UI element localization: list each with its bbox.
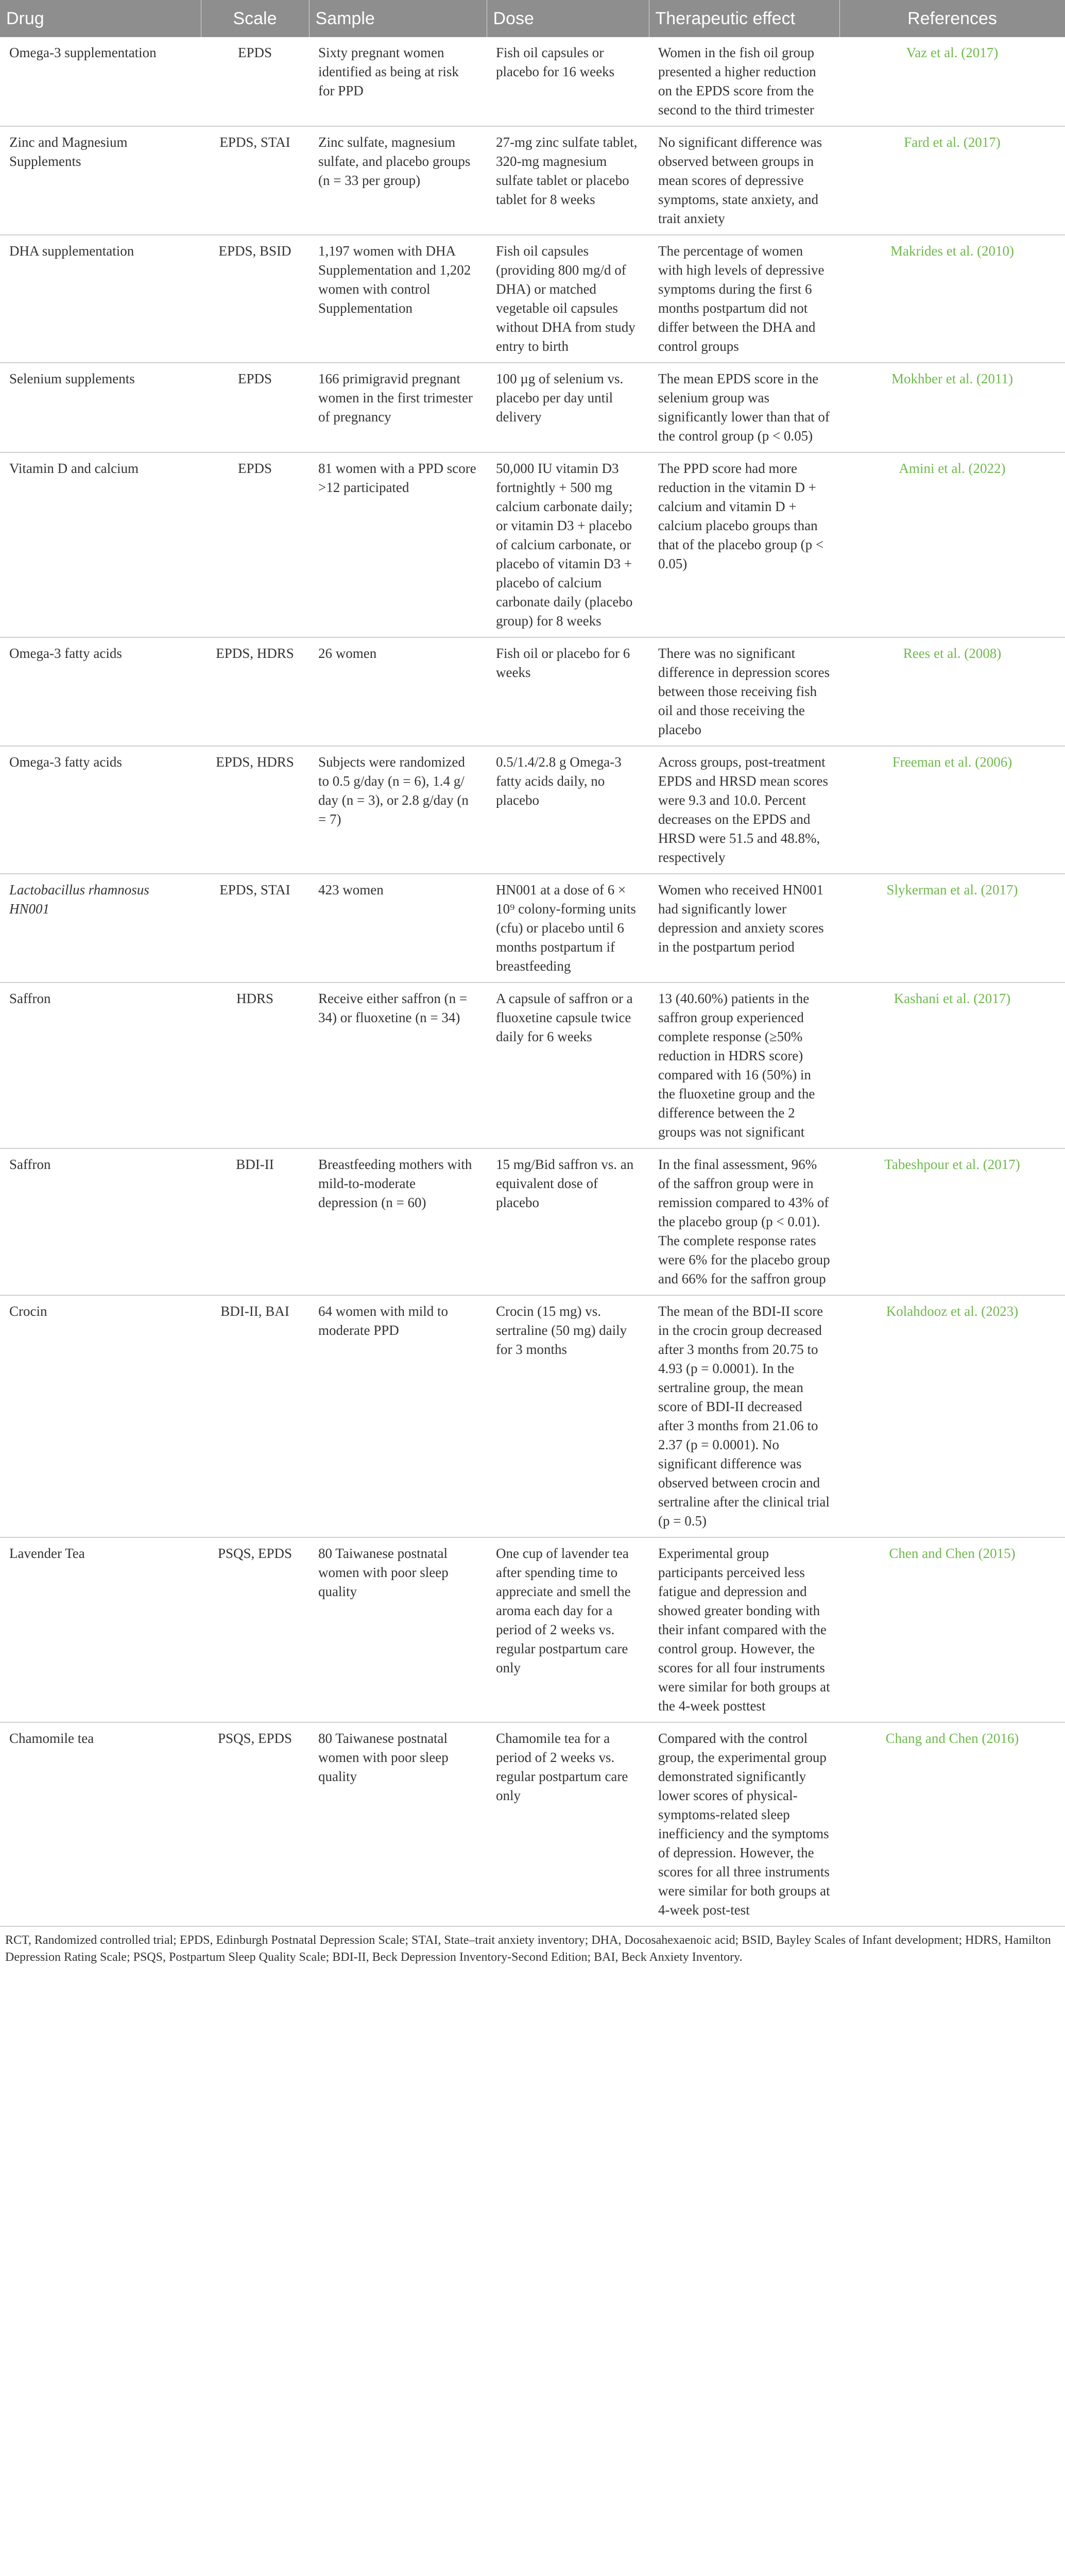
cell-dose: Crocin (15 mg) vs. sertraline (50 mg) daily for 3 months xyxy=(487,1295,649,1537)
cell-effect: The percentage of women with high levels of depressive symptoms during the first 6 months postpartum did not differ between the DHA and control groups xyxy=(649,235,839,363)
cell-drug: Saffron xyxy=(0,982,201,1148)
cell-effect: There was no significant difference in depression scores between those receiving fish oil and those receiving the placebo xyxy=(649,637,839,746)
cell-effect: The PPD score had more reduction in the vitamin D + calcium and vitamin D + calcium placebo groups than that of the placebo group (p < 0.05) xyxy=(649,452,839,637)
cell-effect: Across groups, post-treatment EPDS and HRSD mean scores were 9.3 and 10.0. Percent decreases on the EPDS and HRSD were 51.5 and 48.8%, respectively xyxy=(649,746,839,874)
cell-drug: Zinc and Magnesium Supplements xyxy=(0,126,201,235)
cell-drug: Omega-3 supplementation xyxy=(0,37,201,126)
reference-link[interactable]: Amini et al. (2022) xyxy=(839,452,1065,637)
cell-scale: EPDS xyxy=(201,37,309,126)
reference-link[interactable]: Vaz et al. (2017) xyxy=(839,37,1065,126)
cell-dose: 50,000 IU vitamin D3 fortnightly + 500 mg calcium carbonate daily; or vitamin D3 + placebo of calcium carbonate, or placebo of vitamin D3 + placebo of calcium carbonate daily (placebo group) for 8 weeks xyxy=(487,452,649,637)
table-header xyxy=(0,0,1065,37)
cell-scale: BDI-II, BAI xyxy=(201,1295,309,1537)
cell-dose: Fish oil or placebo for 6 weeks xyxy=(487,637,649,746)
cell-dose: Chamomile tea for a period of 2 weeks vs. regular postpartum care only xyxy=(487,1722,649,1926)
cell-effect: Experimental group participants perceived less fatigue and depression and showed greater bonding with their infant compared with the control group. However, the scores for all four instruments were similar for both groups at the 4-week posttest xyxy=(649,1537,839,1722)
cell-sample: 81 women with a PPD score >12 participated xyxy=(309,452,487,637)
cell-drug: Omega-3 fatty acids xyxy=(0,637,201,746)
cell-dose: 27-mg zinc sulfate tablet, 320-mg magnesium sulfate tablet or placebo tablet for 8 weeks xyxy=(487,126,649,235)
cell-sample: 423 women xyxy=(309,874,487,982)
cell-sample: Receive either saffron (n = 34) or fluoxetine (n = 34) xyxy=(309,982,487,1148)
table-row xyxy=(0,1537,1065,1722)
reference-link[interactable]: Kashani et al. (2017) xyxy=(839,982,1065,1148)
cell-drug: Selenium supplements xyxy=(0,363,201,452)
table-row xyxy=(0,746,1065,874)
cell-sample: Breastfeeding mothers with mild-to-moderate depression (n = 60) xyxy=(309,1148,487,1295)
cell-effect: 13 (40.60%) patients in the saffron group experienced complete response (≥50% reduction in HDRS score) compared with 16 (50%) in the fluoxetine group and the difference between the 2 groups was not significant xyxy=(649,982,839,1148)
cell-sample: 64 women with mild to moderate PPD xyxy=(309,1295,487,1537)
header-references: References xyxy=(839,0,1065,37)
cell-scale: EPDS, HDRS xyxy=(201,746,309,874)
reference-link[interactable]: Mokhber et al. (2011) xyxy=(839,363,1065,452)
cell-effect: Women who received HN001 had significantly lower depression and anxiety scores in the postpartum period xyxy=(649,874,839,982)
cell-dose: 15 mg/Bid saffron vs. an equivalent dose of placebo xyxy=(487,1148,649,1295)
cell-effect: Women in the fish oil group presented a higher reduction on the EPDS score from the second to the third trimester xyxy=(649,37,839,126)
table-row xyxy=(0,874,1065,982)
cell-effect: The mean EPDS score in the selenium group was significantly lower than that of the control group (p < 0.05) xyxy=(649,363,839,452)
cell-drug: Crocin xyxy=(0,1295,201,1537)
cell-sample: 80 Taiwanese postnatal women with poor sleep quality xyxy=(309,1537,487,1722)
cell-drug: Lactobacillus rhamnosus HN001 xyxy=(0,874,201,982)
reference-link[interactable]: Fard et al. (2017) xyxy=(839,126,1065,235)
cell-scale: EPDS, BSID xyxy=(201,235,309,363)
cell-effect: The mean of the BDI-II score in the crocin group decreased after 3 months from 20.75 to 4.93 (p = 0.0001). In the sertraline group, the mean score of BDI-II decreased after 3 months from 21.06 to 2.37 (p = 0.0001). No significant difference was observed between crocin and sertraline after the clinical trial (p = 0.5) xyxy=(649,1295,839,1537)
table-row xyxy=(0,1722,1065,1926)
cell-dose: 100 µg of selenium vs. placebo per day until delivery xyxy=(487,363,649,452)
cell-sample: 26 women xyxy=(309,637,487,746)
cell-scale: EPDS, STAI xyxy=(201,126,309,235)
table-row xyxy=(0,1148,1065,1295)
cell-sample: Zinc sulfate, magnesium sulfate, and placebo groups (n = 33 per group) xyxy=(309,126,487,235)
table-row xyxy=(0,126,1065,235)
cell-scale: EPDS xyxy=(201,363,309,452)
cell-drug: Chamomile tea xyxy=(0,1722,201,1926)
header-effect: Therapeutic effect xyxy=(649,0,839,37)
table-row xyxy=(0,637,1065,746)
reference-link[interactable]: Freeman et al. (2006) xyxy=(839,746,1065,874)
header-dose: Dose xyxy=(487,0,649,37)
cell-dose: A capsule of saffron or a fluoxetine capsule twice daily for 6 weeks xyxy=(487,982,649,1148)
cell-scale: HDRS xyxy=(201,982,309,1148)
cell-drug: Omega-3 fatty acids xyxy=(0,746,201,874)
cell-dose: Fish oil capsules (providing 800 mg/d of DHA) or matched vegetable oil capsules without DHA from study entry to birth xyxy=(487,235,649,363)
cell-effect: Compared with the control group, the experimental group demonstrated significantly lower scores of physical-symptoms-related sleep inefficiency and the symptoms of depression. However, the scores for all three instruments were similar for both groups at 4-week post-test xyxy=(649,1722,839,1926)
table-row xyxy=(0,982,1065,1148)
cell-sample: Subjects were randomized to 0.5 g/day (n = 6), 1.4 g/ day (n = 3), or 2.8 g/day (n = 7) xyxy=(309,746,487,874)
reference-link[interactable]: Rees et al. (2008) xyxy=(839,637,1065,746)
cell-dose: One cup of lavender tea after spending time to appreciate and smell the aroma each day for a period of 2 weeks vs. regular postpartum care only xyxy=(487,1537,649,1722)
reference-link[interactable]: Slykerman et al. (2017) xyxy=(839,874,1065,982)
cell-sample: 1,197 women with DHA Supplementation and 1,202 women with control Supplementation xyxy=(309,235,487,363)
cell-sample: Sixty pregnant women identified as being at risk for PPD xyxy=(309,37,487,126)
table-row xyxy=(0,235,1065,363)
cell-dose: HN001 at a dose of 6 × 10⁹ colony-forming units (cfu) or placebo until 6 months postpartum if breastfeeding xyxy=(487,874,649,982)
table-row xyxy=(0,37,1065,126)
header-scale: Scale xyxy=(201,0,309,37)
table-footnote: RCT, Randomized controlled trial; EPDS, Edinburgh Postnatal Depression Scale; STAI, State–trait anxiety inventory; DHA, Docosahexaenoic acid; BSID, Bayley Scales of Infant development; HDRS, Hamilton Depression Rating Scale; PSQS, Postpartum Sleep Quality Scale; BDI-II, Beck Depression Inventory-Second Edition; BAI, Beck Anxiety Inventory. xyxy=(5,1934,1051,1964)
reference-link[interactable]: Chang and Chen (2016) xyxy=(839,1722,1065,1926)
cell-effect: In the final assessment, 96% of the saffron group were in remission compared to 43% of the placebo group (p < 0.01). The complete response rates were 6% for the placebo group and 66% for the saffron group xyxy=(649,1148,839,1295)
cell-scale: EPDS, STAI xyxy=(201,874,309,982)
header-sample: Sample xyxy=(309,0,487,37)
table-row xyxy=(0,363,1065,452)
cell-scale: PSQS, EPDS xyxy=(201,1537,309,1722)
table-row xyxy=(0,1295,1065,1537)
table-row xyxy=(0,452,1065,637)
cell-dose: Fish oil capsules or placebo for 16 weeks xyxy=(487,37,649,126)
reference-link[interactable]: Chen and Chen (2015) xyxy=(839,1537,1065,1722)
cell-sample: 80 Taiwanese postnatal women with poor sleep quality xyxy=(309,1722,487,1926)
cell-drug: DHA supplementation xyxy=(0,235,201,363)
cell-effect: No significant difference was observed between groups in mean scores of depressive symptoms, state anxiety, and trait anxiety xyxy=(649,126,839,235)
reference-link[interactable]: Kolahdooz et al. (2023) xyxy=(839,1295,1065,1537)
cell-scale: EPDS xyxy=(201,452,309,637)
cell-drug: Lavender Tea xyxy=(0,1537,201,1722)
cell-dose: 0.5/1.4/2.8 g Omega-3 fatty acids daily, no placebo xyxy=(487,746,649,874)
cell-drug: Saffron xyxy=(0,1148,201,1295)
reference-link[interactable]: Makrides et al. (2010) xyxy=(839,235,1065,363)
reference-link[interactable]: Tabeshpour et al. (2017) xyxy=(839,1148,1065,1295)
table-body xyxy=(0,37,1065,1926)
cell-scale: BDI-II xyxy=(201,1148,309,1295)
header-row xyxy=(0,0,1065,37)
cell-scale: PSQS, EPDS xyxy=(201,1722,309,1926)
header-drug: Drug xyxy=(0,0,201,37)
cell-sample: 166 primigravid pregnant women in the first trimester of pregnancy xyxy=(309,363,487,452)
cell-drug: Vitamin D and calcium xyxy=(0,452,201,637)
cell-scale: EPDS, HDRS xyxy=(201,637,309,746)
